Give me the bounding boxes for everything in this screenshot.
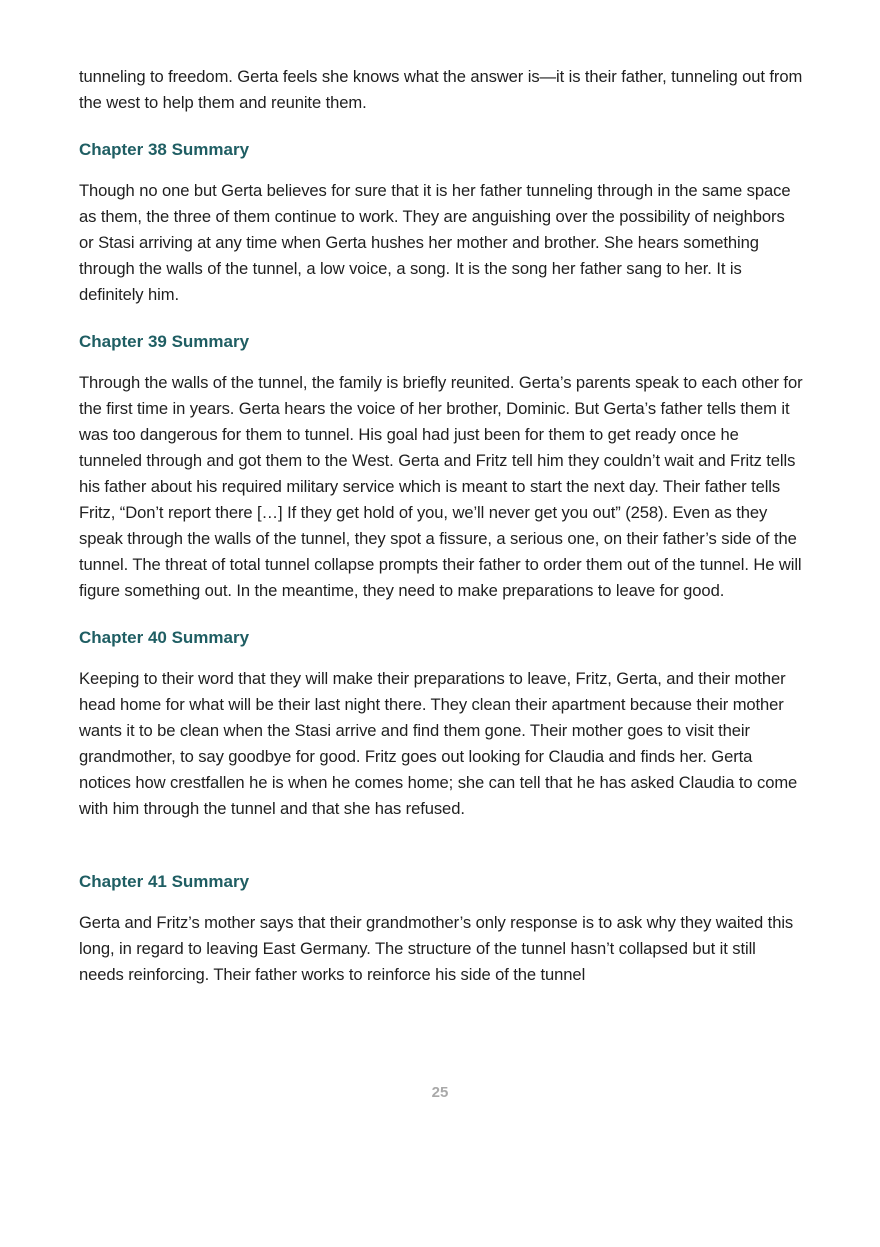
chapter-38-text: Though no one but Gerta believes for sure that it is her father tunneling through in the same space as them, the three of them continue to work. They are anguishing over the possibility of neighbors or Stasi arriving at any time when Gerta hushes her mother and brother. She hears something through the walls of the tunnel, a low voice, a song. It is the song her father sang to her. It is definitely him. xyxy=(79,181,791,304)
chapter-40-heading: Chapter 40 Summary xyxy=(79,628,250,647)
chapter-39-text: Through the walls of the tunnel, the family is briefly reunited. Gerta’s parents speak to each other for the first time in years. Gerta hears the voice of her brother, Dominic. But Gerta’s father tells them it was too dangerous for them to tunnel. His goal had just been for them to get ready once he tunneled through and got them to the West. Gerta and Fritz tell him they couldn’t wait and Fritz tells his father about his required military service which is meant to start the next day. Their father tells Fritz, “Don’t report there […] If they get hold of you, we’ll never get you out” (258). Even as they speak through the walls of the tunnel, they spot a fissure, a serious one, on their father’s side of the tunnel. The threat of total tunnel collapse prompts their father to order them out of the tunnel. He will figure something out. In the meantime, they need to make preparations to leave for good. xyxy=(79,373,803,600)
chapter-41-heading: Chapter 41 Summary xyxy=(79,872,250,891)
page-number: 25 xyxy=(431,1084,449,1101)
document-page xyxy=(79,64,803,988)
intro-paragraph: tunneling to freedom. Gerta feels she knows what the answer is—it is their father, tunneling out from the west to help them and reunite them. xyxy=(79,67,803,112)
chapter-41-text: Gerta and Fritz’s mother says that their grandmother’s only response is to ask why they waited this long, in regard to leaving East Germany. The structure of the tunnel hasn’t collapsed but it still needs reinforcing. Their father works to reinforce his side of the tunnel xyxy=(79,913,794,984)
chapter-38-heading: Chapter 38 Summary xyxy=(79,140,250,159)
chapter-39-heading: Chapter 39 Summary xyxy=(79,332,250,351)
chapter-40-text: Keeping to their word that they will make their preparations to leave, Fritz, Gerta, and their mother head home for what will be their last night there. They clean their apartment because their mother wants it to be clean when the Stasi arrive and find them gone. Their mother goes to visit their grandmother, to say goodbye for good. Fritz goes out looking for Claudia and finds her. Gerta notices how crestfallen he is when he comes home; she can tell that he has asked Claudia to come with him through the tunnel and that she has refused. xyxy=(79,669,798,818)
